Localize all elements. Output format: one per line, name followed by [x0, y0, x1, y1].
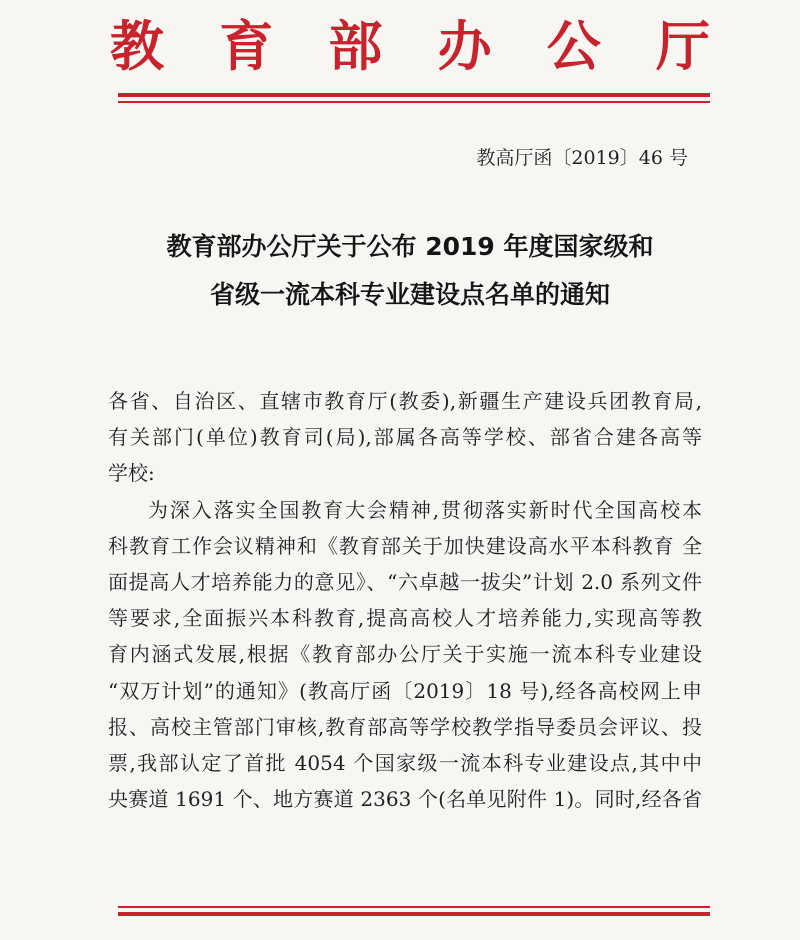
- paragraph-line: 为深入落实全国教育大会精神,贯彻落实新时代全国高校本: [148, 497, 702, 522]
- paragraph-line: 票,我部认定了首批 4054 个国家级一流本科专业建设点,其中中: [108, 750, 702, 775]
- masthead-char: 厅: [655, 15, 710, 78]
- masthead-char: 公: [546, 15, 601, 78]
- masthead-char: 育: [219, 15, 274, 78]
- paragraph-line: 育内涵式发展,根据《教育部办公厅关于实施一流本科专业建设: [108, 642, 702, 667]
- salutation-line: 有关部门(单位)教育司(局),部属各高等学校、部省合建各高等: [108, 425, 702, 450]
- paragraph-line: “双万计划”的通知》(教高厅函〔2019〕18 号),经各高校网上申: [108, 678, 702, 703]
- masthead-char: 部: [328, 15, 383, 78]
- title-line: 省级一流本科专业建设点名单的通知: [209, 280, 610, 309]
- salutation-line: 学校:: [108, 461, 155, 486]
- salutation-line: 各省、自治区、直辖市教育厅(教委),新疆生产建设兵团教育局,: [108, 389, 702, 413]
- paragraph-line: 央赛道 1691 个、地方赛道 2363 个(名单见附件 1)。同时,经各省: [108, 787, 702, 812]
- title-line: 教育部办公厅关于公布 2019 年度国家级和: [166, 232, 654, 261]
- document-body: [108, 383, 702, 817]
- paragraph-line: 面提高人才培养能力的意见》、“六卓越一拔尖”计划 2.0 系列文件: [108, 569, 702, 594]
- paragraph-line: 报、高校主管部门审核,教育部高等学校教学指导委员会评议、投: [108, 714, 702, 739]
- paragraph-line: 科教育工作会议精神和《教育部关于加快建设高水平本科教育 全: [108, 533, 702, 558]
- header-red-rule-thin: [118, 101, 710, 103]
- masthead-title: [110, 14, 710, 80]
- masthead-char: 教: [110, 15, 164, 78]
- document-number: 教高厅函〔2019〕46 号: [476, 147, 688, 169]
- footer-red-rule-thick: [118, 912, 710, 916]
- header-red-rule-thick: [118, 93, 710, 97]
- document-title: [110, 223, 710, 319]
- footer-red-rule-thin: [118, 906, 710, 908]
- paragraph-line: 等要求,全面振兴本科教育,提高高校人才培养能力,实现高等教: [108, 606, 702, 631]
- masthead-char: 办: [437, 15, 492, 78]
